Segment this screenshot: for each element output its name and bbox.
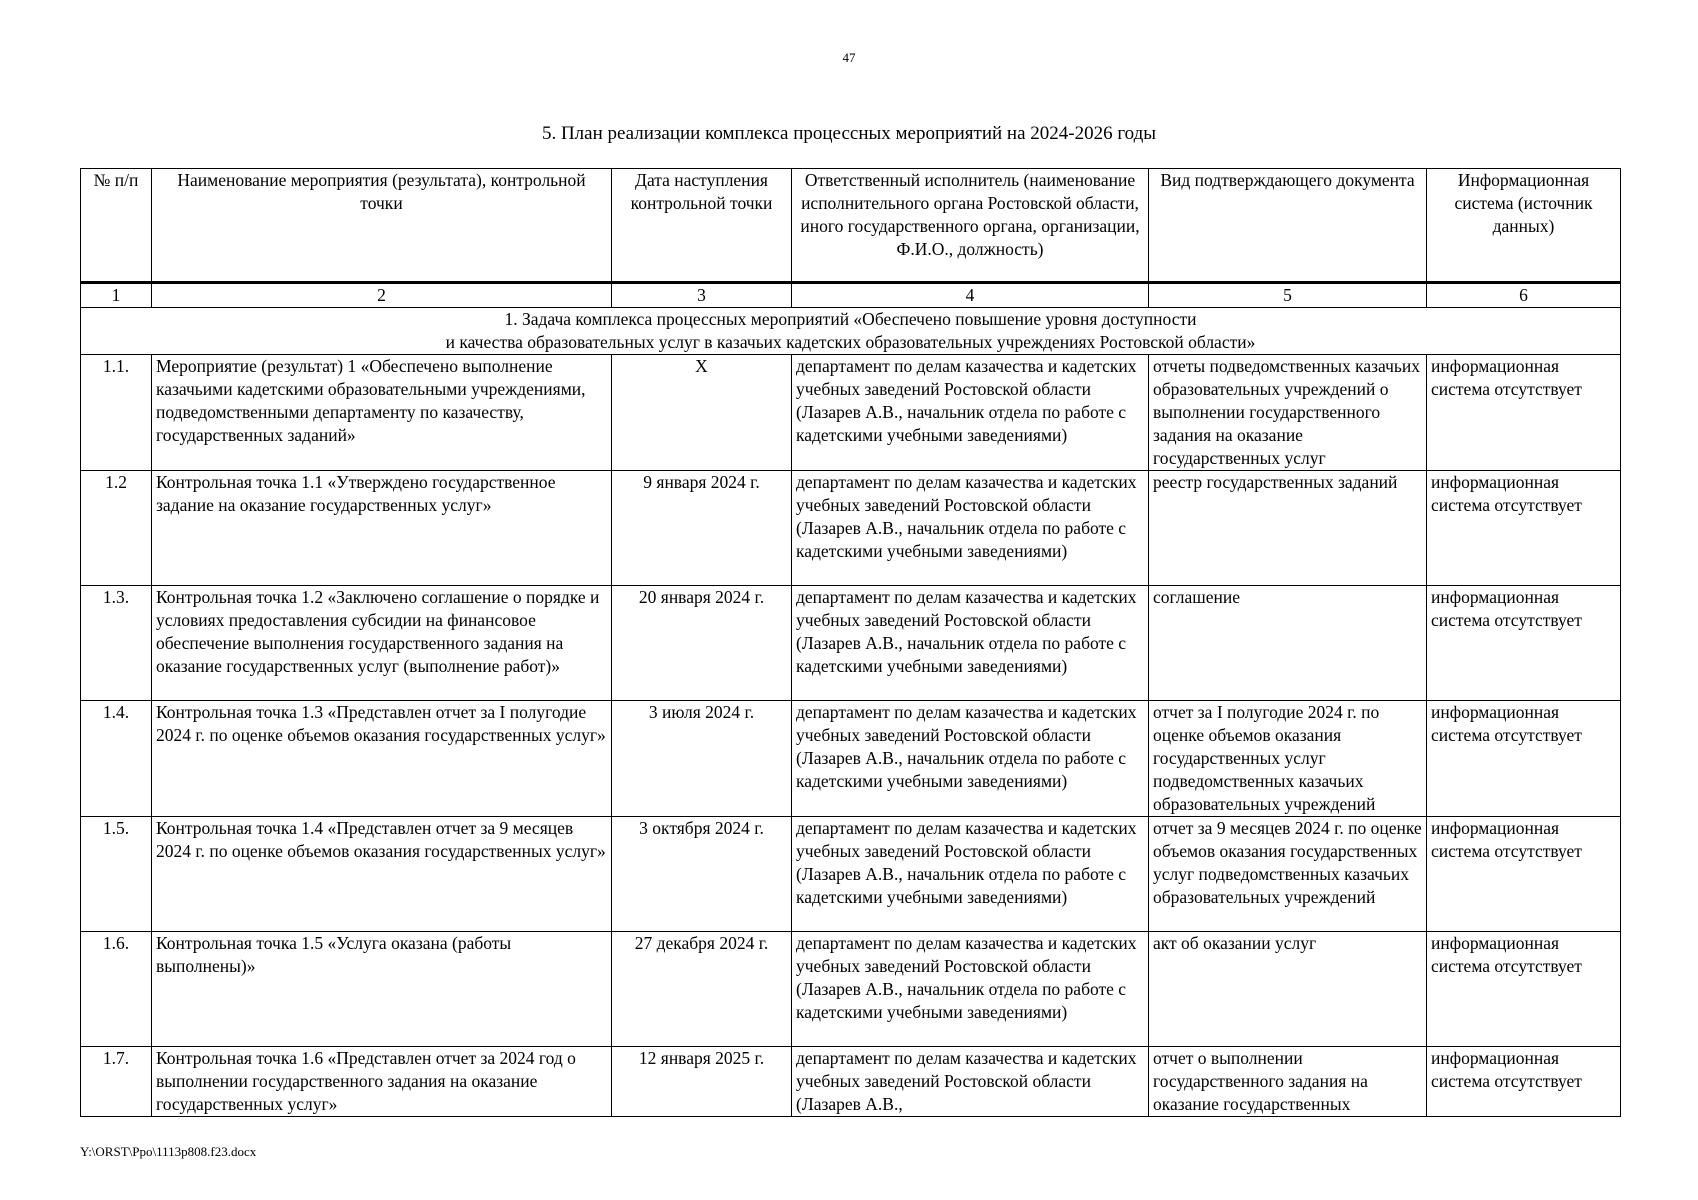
row-number: 1.4. bbox=[81, 701, 152, 817]
header-system: Информационная система (источник данных) bbox=[1427, 169, 1621, 283]
table-row bbox=[81, 817, 1621, 932]
column-number: 4 bbox=[792, 283, 1149, 308]
header-responsible: Ответственный исполнитель (наименование исполнительного органа Ростовской области, иного государственного органа, организации, Ф.И.О., должность) bbox=[792, 169, 1149, 283]
row-document: акт об оказании услуг bbox=[1149, 932, 1427, 1047]
row-document: отчет за 9 месяцев 2024 г. по оценке объемов оказания государственных услуг подведомственных казачьих образовательных учреждений bbox=[1149, 817, 1427, 932]
row-responsible: департамент по делам казачества и кадетских учебных заведений Ростовской области (Лазарев А.В., начальник отдела по работе с кадетскими учебными заведениями) bbox=[792, 355, 1149, 471]
row-system: информационная система отсутствует bbox=[1427, 817, 1621, 932]
row-date: 12 января 2025 г. bbox=[612, 1047, 792, 1117]
table-row bbox=[81, 701, 1621, 817]
row-system: информационная система отсутствует bbox=[1427, 586, 1621, 701]
table-row bbox=[81, 1047, 1621, 1117]
row-responsible: департамент по делам казачества и кадетских учебных заведений Ростовской области (Лазарев А.В., начальник отдела по работе с кадетскими учебными заведениями) bbox=[792, 586, 1149, 701]
row-date: 27 декабря 2024 г. bbox=[612, 932, 792, 1047]
row-date: 20 января 2024 г. bbox=[612, 586, 792, 701]
row-document: реестр государственных заданий bbox=[1149, 471, 1427, 586]
row-name: Контрольная точка 1.5 «Услуга оказана (работы выполнены)» bbox=[152, 932, 612, 1047]
row-name: Контрольная точка 1.6 «Представлен отчет за 2024 год о выполнении государственного задания на оказание государственных услуг» bbox=[152, 1047, 612, 1117]
row-responsible: департамент по делам казачества и кадетских учебных заведений Ростовской области (Лазарев А.В., начальник отдела по работе с кадетскими учебными заведениями) bbox=[792, 701, 1149, 817]
row-number: 1.3. bbox=[81, 586, 152, 701]
row-system: информационная система отсутствует bbox=[1427, 701, 1621, 817]
section-row bbox=[81, 308, 1621, 355]
row-system: информационная система отсутствует bbox=[1427, 355, 1621, 471]
row-name: Контрольная точка 1.3 «Представлен отчет за I полугодие 2024 г. по оценке объемов оказания государственных услуг» bbox=[152, 701, 612, 817]
row-date: 3 октября 2024 г. bbox=[612, 817, 792, 932]
row-responsible: департамент по делам казачества и кадетских учебных заведений Ростовской области (Лазарев А.В., начальник отдела по работе с кадетскими учебными заведениями) bbox=[792, 471, 1149, 586]
table-header-row bbox=[81, 169, 1621, 283]
row-system: информационная система отсутствует bbox=[1427, 471, 1621, 586]
table-row bbox=[81, 586, 1621, 701]
row-name: Мероприятие (результат) 1 «Обеспечено выполнение казачьими кадетскими образовательными учреждениями, подведомственными департаменту по казачеству, государственных заданий» bbox=[152, 355, 612, 471]
column-number: 6 bbox=[1427, 283, 1621, 308]
row-document: соглашение bbox=[1149, 586, 1427, 701]
section-heading-line1: 1. Задача комплекса процессных мероприятий «Обеспечено повышение уровня доступности bbox=[504, 309, 1197, 329]
row-responsible: департамент по делам казачества и кадетских учебных заведений Ростовской области (Лазарев А.В., начальник отдела по работе с кадетскими учебными заведениями) bbox=[792, 932, 1149, 1047]
row-number: 1.7. bbox=[81, 1047, 152, 1117]
row-name: Контрольная точка 1.1 «Утверждено государственное задание на оказание государственных услуг» bbox=[152, 471, 612, 586]
row-number: 1.5. bbox=[81, 817, 152, 932]
plan-table bbox=[80, 168, 1621, 1117]
row-document: отчеты подведомственных казачьих образовательных учреждений о выполнении государственного задания на оказание государственных услуг bbox=[1149, 355, 1427, 471]
section-heading-line2: и качества образовательных услуг в казачьих кадетских образовательных учреждениях Ростовской области» bbox=[445, 332, 1256, 352]
column-number: 1 bbox=[81, 283, 152, 308]
column-number-row bbox=[81, 283, 1621, 308]
document-title: 5. План реализации комплекса процессных мероприятий на 2024-2026 годы bbox=[541, 123, 1157, 144]
header-date: Дата наступления контрольной точки bbox=[612, 169, 792, 283]
row-number: 1.2 bbox=[81, 471, 152, 586]
header-name: Наименование мероприятия (результата), контрольной точки bbox=[152, 169, 612, 283]
row-document: отчет за I полугодие 2024 г. по оценке объемов оказания государственных услуг подведомственных казачьих образовательных учреждений bbox=[1149, 701, 1427, 817]
row-responsible: департамент по делам казачества и кадетских учебных заведений Ростовской области (Лазарев А.В., bbox=[792, 1047, 1149, 1117]
section-heading bbox=[81, 308, 1621, 355]
table-row bbox=[81, 932, 1621, 1047]
row-document: отчет о выполнении государственного задания на оказание государственных bbox=[1149, 1047, 1427, 1117]
column-number: 5 bbox=[1149, 283, 1427, 308]
table-row bbox=[81, 355, 1621, 471]
row-date: 3 июля 2024 г. bbox=[612, 701, 792, 817]
row-date: 9 января 2024 г. bbox=[612, 471, 792, 586]
header-number: № п/п bbox=[81, 169, 152, 283]
row-name: Контрольная точка 1.2 «Заключено соглашение о порядке и условиях предоставления субсидии на финансовое обеспечение выполнения государственного задания на оказание государственных услуг (выполнение работ)» bbox=[152, 586, 612, 701]
row-responsible: департамент по делам казачества и кадетских учебных заведений Ростовской области (Лазарев А.В., начальник отдела по работе с кадетскими учебными заведениями) bbox=[792, 817, 1149, 932]
row-system: информационная система отсутствует bbox=[1427, 1047, 1621, 1117]
table-row bbox=[81, 471, 1621, 586]
page-number: 47 bbox=[842, 50, 856, 65]
footer-file-path: Y:\ORST\Ppo\1113p808.f23.docx bbox=[80, 1144, 257, 1159]
row-number: 1.6. bbox=[81, 932, 152, 1047]
column-number: 2 bbox=[152, 283, 612, 308]
column-number: 3 bbox=[612, 283, 792, 308]
row-date: Х bbox=[612, 355, 792, 471]
row-name: Контрольная точка 1.4 «Представлен отчет за 9 месяцев 2024 г. по оценке объемов оказания государственных услуг» bbox=[152, 817, 612, 932]
row-system: информационная система отсутствует bbox=[1427, 932, 1621, 1047]
header-document: Вид подтверждающего документа bbox=[1149, 169, 1427, 283]
row-number: 1.1. bbox=[81, 355, 152, 471]
